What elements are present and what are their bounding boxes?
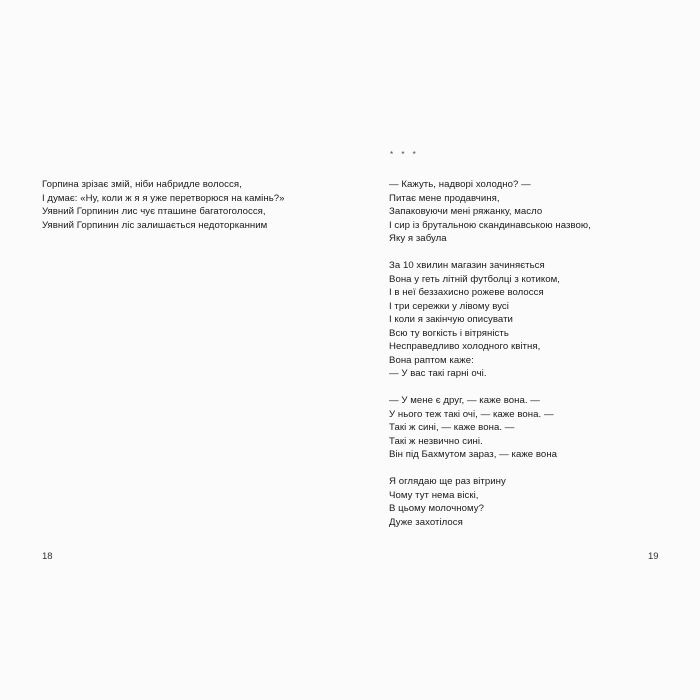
poem-line: — У вас такі гарні очі.	[389, 368, 487, 379]
poem-line: У нього теж такі очі, — каже вона. —	[389, 408, 554, 420]
poem-line: Я оглядаю ще раз вітрину	[389, 476, 506, 487]
poem-line: Такі ж сині, — каже вона. —	[389, 422, 515, 433]
stanza-break	[389, 462, 591, 476]
page-number-left: 18	[42, 551, 53, 562]
poem-line: Несправедливо холодного квітня,	[389, 341, 541, 352]
stanza-break	[389, 246, 591, 260]
poem-line: І в неї беззахисно рожеве волосся	[389, 287, 544, 298]
poem-line: Дуже захотілося	[389, 516, 463, 528]
poem-line: Вона у геть літній футболці з котиком,	[389, 273, 560, 285]
right-poem	[389, 178, 591, 529]
section-asterisks: * * *	[390, 150, 419, 159]
poem-line: Чому тут нема віскі,	[389, 489, 479, 501]
poem-line: Всю ту вогкість і вітряність	[389, 327, 509, 339]
poem-line: — Кажуть, надворі холодно? —	[389, 179, 531, 190]
poem-line: Уявний Горпинин ліс залишається недоторканним	[42, 219, 268, 231]
stanza-break	[389, 381, 591, 395]
poem-line: І три сережки у лівому вусі	[389, 300, 509, 312]
poem-line: За 10 хвилин магазин зачиняється	[389, 260, 545, 271]
poem-line: Запаковуючи мені ряжанку, масло	[389, 206, 543, 217]
poem-line: — У мене є друг, — каже вона. —	[389, 395, 540, 406]
poem-line: Питає мене продавчиня,	[389, 192, 500, 204]
poem-line: Такі ж незвично сині.	[389, 435, 483, 447]
poem-line: Уявний Горпинин лис чує пташине багатоголосся,	[42, 206, 266, 217]
right-page	[350, 0, 700, 700]
poem-line: І сир із брутальною скандинавською назвою,	[389, 219, 591, 231]
page-number-right: 19	[648, 551, 659, 562]
left-poem	[42, 178, 285, 232]
poem-line: Він під Бахмутом зараз, — каже вона	[389, 449, 558, 460]
poem-line: І думає: «Ну, коли ж я я уже перетворюся на камінь?»	[42, 192, 285, 204]
poem-line: І коли я закінчую описувати	[389, 314, 513, 325]
poem-line: Горпина зрізає змій, ніби набридле волосся,	[42, 179, 242, 190]
poem-line: Яку я забула	[389, 233, 447, 244]
poem-line: В цьому молочному?	[389, 503, 484, 514]
poem-line: Вона раптом каже:	[389, 354, 474, 366]
